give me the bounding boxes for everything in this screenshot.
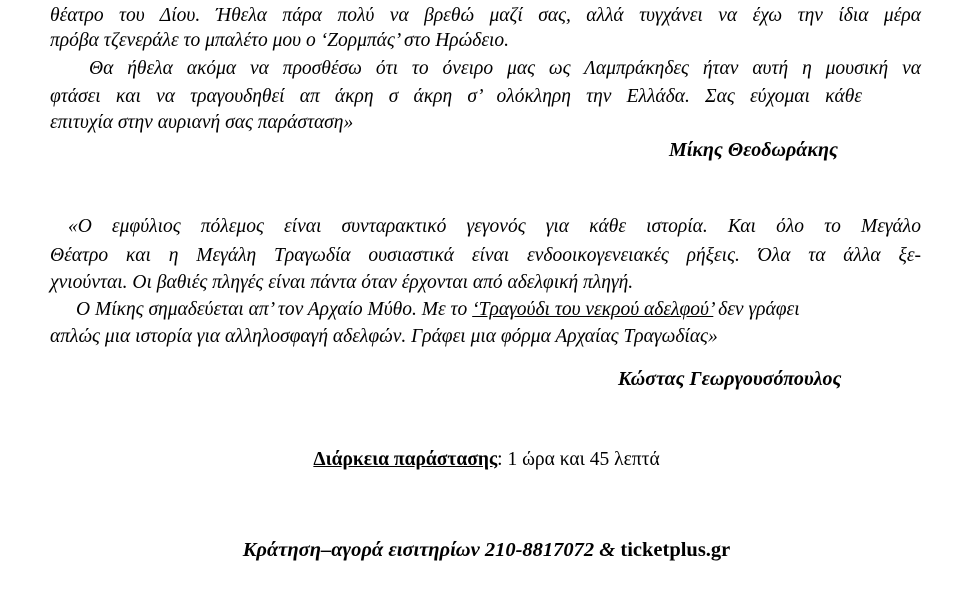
theodorakis-quote-line-1: θέατρο του Δίου. Ήθελα πάρα πολύ να βρεθώ μαζί σας, αλλά τυγχάνει να έχω την ίδια μέρα xyxy=(50,5,921,26)
georgousopoulos-quote-line-4 xyxy=(76,298,800,322)
duration-line xyxy=(0,448,973,472)
booking-site: ticketplus.gr xyxy=(620,539,731,561)
theodorakis-quote-line-3: Θα ήθελα ακόμα να προσθέσω ότι το όνειρο μας ως Λαμπράκηδες ήταν αυτή η μουσική να xyxy=(89,58,921,79)
theodorakis-quote-line-4: φτάσει και να τραγουδηθεί απ άκρη σ άκρη σ’ ολόκληρη την Ελλάδα. Σας εύχομαι κάθε xyxy=(50,86,862,107)
georgousopoulos-quote-line-3: χνιούνται. Οι βαθιές πληγές είναι πάντα όταν έρχονται από αδελφική πληγή. xyxy=(50,272,634,293)
duration-value: : 1 ώρα και 45 λεπτά xyxy=(497,449,660,470)
line-4-start: Ο Μίκης σημαδεύεται απ’ τον Αρχαίο Μύθο. Με το xyxy=(76,299,473,320)
booking-label: Κράτηση–αγορά εισιτηρίων 210-8817072 & xyxy=(242,539,621,561)
georgousopoulos-quote-line-1: «Ο εμφύλιος πόλεμος είναι συνταρακτικό γεγονός για κάθε ιστορία. Και όλο το Μεγάλο xyxy=(68,216,921,237)
line-4-end: δεν γράφει xyxy=(713,299,800,320)
duration-label: Διάρκεια παράστασης xyxy=(313,449,498,470)
theodorakis-quote-line-2: πρόβα τζενεράλε το μπαλέτο μου ο ‘Ζορμπάς’ στο Ηρώδειο. xyxy=(50,30,510,51)
georgousopoulos-quote-line-2: Θέατρο και η Μεγάλη Τραγωδία ουσιαστικά είναι ενδοοικογενειακές ρήξεις. Όλα τα άλλα ξε- xyxy=(50,245,921,266)
georgousopoulos-quote-line-5: απλώς μια ιστορία για αλληλοσφαγή αδελφών. Γράφει μια φόρμα Αρχαίας Τραγωδίας» xyxy=(50,326,718,347)
song-title: ‘Τραγούδι του νεκρού αδελφού’ xyxy=(472,299,714,320)
georgousopoulos-signature: Κώστας Γεωργουσόπουλος xyxy=(618,368,842,390)
theodorakis-signature: Μίκης Θεοδωράκης xyxy=(669,139,838,161)
booking-line xyxy=(0,538,973,562)
theodorakis-quote-line-5: επιτυχία στην αυριανή σας παράσταση» xyxy=(50,112,354,133)
